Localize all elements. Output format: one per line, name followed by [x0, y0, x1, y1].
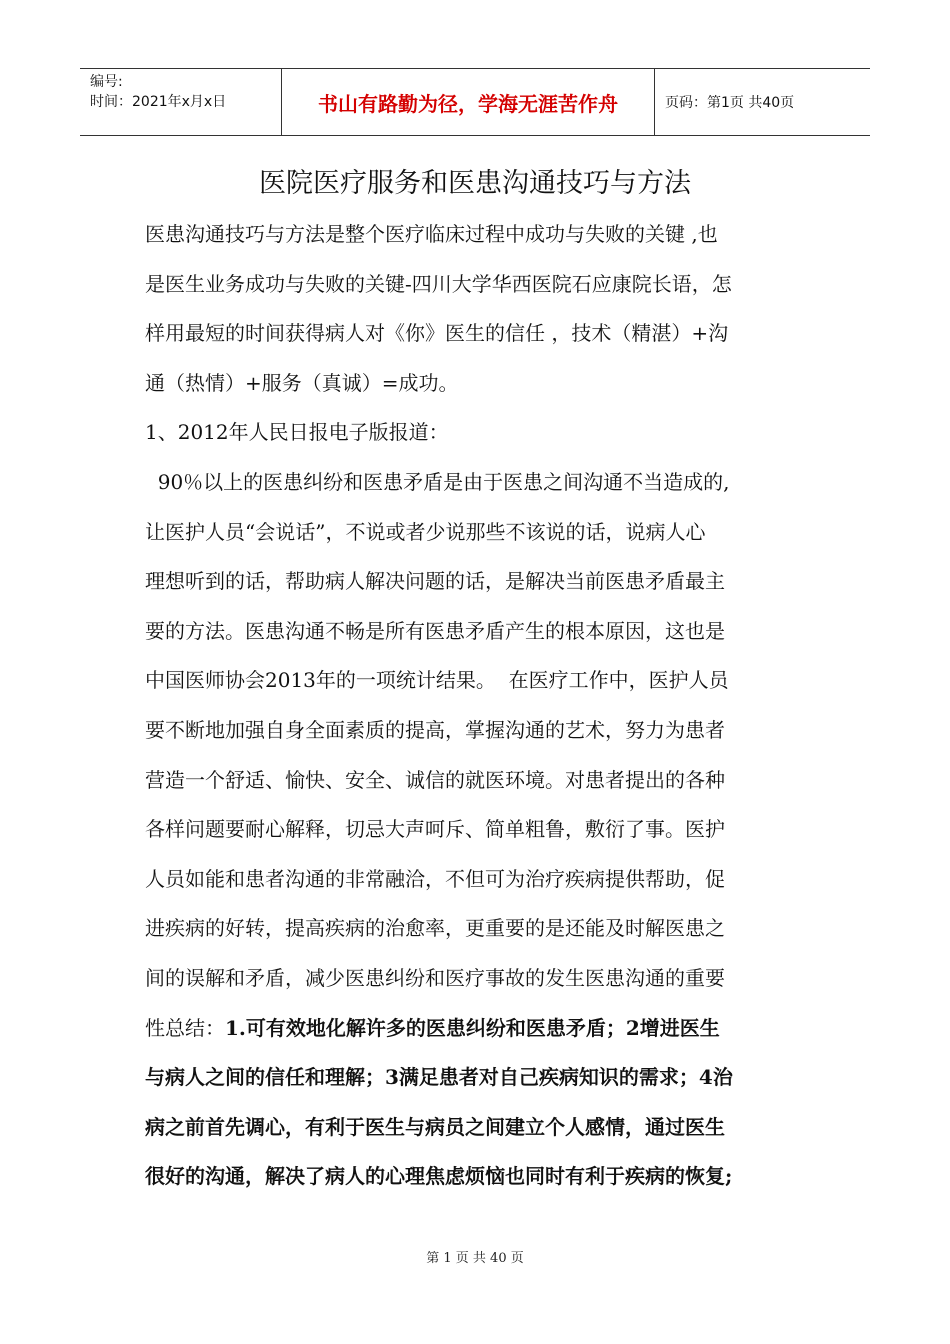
header-page-info: 页码：第1页 共40页	[665, 95, 795, 111]
body-line: 中国医师协会2013年的一项统计结果。 在医疗工作中，医护人员	[145, 668, 729, 693]
body-line: 人员如能和患者沟通的非常融洽，不但可为治疗疾病提供帮助，促	[145, 866, 725, 891]
body-line: 通（热情）+服务（真诚）=成功。	[145, 370, 459, 395]
body-line: 要不断地加强自身全面素质的提高，掌握沟通的艺术，努力为患者	[145, 717, 725, 742]
document-title: 医院医疗服务和医患沟通技巧与方法	[259, 168, 691, 199]
body-line: 间的误解和矛盾，减少医患纠纷和医疗事故的发生医患沟通的重要	[145, 965, 725, 990]
header-meta	[80, 69, 282, 135]
body-line: 医患沟通技巧与方法是整个医疗临床过程中成功与失败的关键 ,也	[145, 222, 718, 246]
document-date: 时间：2021年x月x日	[90, 94, 227, 110]
body-line-bold: 与病人之间的信任和理解；3满足患者对自己疾病知识的需求；4治	[145, 1065, 733, 1090]
summary-label: 性总结：	[145, 1015, 225, 1040]
summary-bold-text: 1.可有效地化解许多的医患纠纷和医患矛盾；2增进医生	[225, 1015, 720, 1040]
header-table	[80, 68, 870, 136]
page-footer: 第 1 页 共 40 页	[426, 1251, 524, 1266]
body-line: 90％以上的医患纠纷和医患矛盾是由于医患之间沟通不当造成的,	[145, 469, 730, 494]
body-line: 理想听到的话，帮助病人解决问题的话，是解决当前医患矛盾最主	[145, 569, 725, 594]
body-line: 是医生业务成功与失败的关键-四川大学华西医院石应康院长语，怎	[145, 271, 732, 296]
body-line-bold: 很好的沟通，解决了病人的心理焦虑烦恼也同时有利于疾病的恢复;	[145, 1164, 733, 1189]
body-line: 各样问题要耐心解释，切忌大声呵斥、简单粗鲁，敷衍了事。医护	[145, 817, 725, 842]
body-line-mixed	[145, 1004, 815, 1054]
body-line: 进疾病的好转，提高疾病的治愈率，更重要的是还能及时解医患之	[145, 916, 725, 941]
body-line: 样用最短的时间获得病人对《你》医生的信任 ，技术（精湛）+沟	[145, 321, 729, 346]
body-line: 要的方法。医患沟通不畅是所有医患矛盾产生的根本原因，这也是	[145, 618, 725, 643]
body-line: 让医护人员“会说话”，不说或者少说那些不该说的话，说病人心	[145, 519, 706, 544]
document-body	[145, 210, 815, 1202]
body-line-bold: 病之前首先调心，有利于医生与病员之间建立个人感情，通过医生	[145, 1114, 725, 1139]
document-number-label: 编号:	[90, 74, 123, 90]
section-heading: 1、2012年人民日报电子版报道：	[145, 420, 449, 445]
header-motto: 书山有路勤为径，学海无涯苦作舟	[282, 69, 655, 135]
body-line: 营造一个舒适、愉快、安全、诚信的就医环境。对患者提出的各种	[145, 767, 725, 792]
